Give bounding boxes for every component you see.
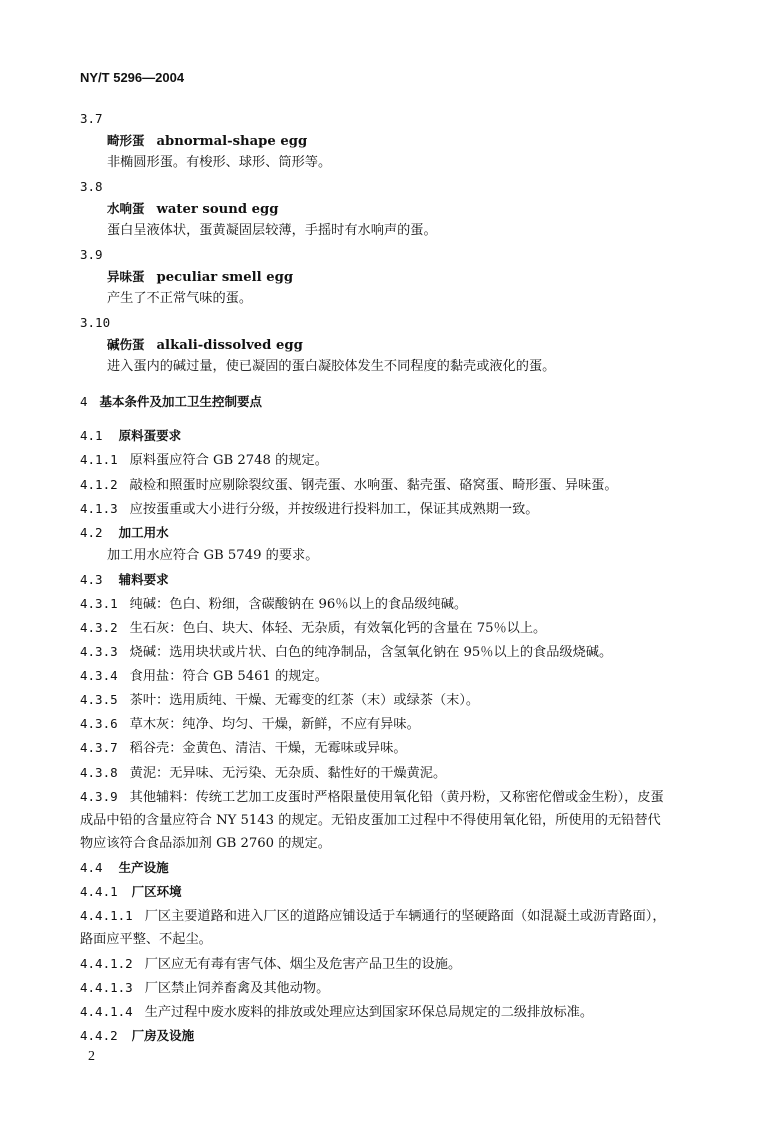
term-english: abnormal-shape egg: [156, 134, 308, 149]
standard-code: NY/T 5296—2004: [80, 70, 185, 85]
subsection-title: 原料蛋要求: [118, 428, 182, 443]
clause: [80, 667, 328, 686]
subsection-number: 4.4: [80, 860, 103, 875]
subsection-heading: [80, 524, 169, 543]
clause-text: 敲检和照蛋时应剔除裂纹蛋、钢壳蛋、水响蛋、黏壳蛋、硌窝蛋、畸形蛋、异味蛋。: [129, 478, 618, 493]
clause-number: 4.3.5: [80, 692, 118, 707]
clause-number: 4.3.3: [80, 644, 118, 659]
clause: [80, 955, 461, 974]
clause: [80, 691, 479, 710]
clause-number: 4.4.1.1: [80, 908, 133, 923]
clause-text: 厂区应无有毒有害气体、烟尘及危害产品卫生的设施。: [144, 957, 462, 972]
clause-number: 4.1.3: [80, 501, 118, 516]
clause: [80, 619, 546, 638]
clause-number: 4.3.6: [80, 716, 118, 731]
clause: [80, 979, 329, 998]
term-definition: 非椭圆形蛋。有梭形、球形、筒形等。: [107, 155, 332, 170]
clause-text: 应按蛋重或大小进行分级，并按级进行投料加工，保证其成熟期一致。: [129, 502, 539, 517]
clause-number: 4.1.1: [80, 452, 118, 467]
clause-text: 黄泥：无异味、无污染、无杂质、黏性好的干燥黄泥。: [129, 766, 447, 781]
clause-text: 物应该符合食品添加剂 GB 2760 的规定。: [80, 836, 331, 851]
clause: [80, 1003, 593, 1022]
clause-number: 4.3.7: [80, 740, 118, 755]
clause-text: 厂区主要道路和进入厂区的道路应铺设适于车辆通行的坚硬路面（如混凝土或沥青路面），: [144, 909, 666, 924]
subsection-heading: [80, 883, 182, 902]
term-name: 碱伤蛋: [107, 337, 145, 352]
subsection-number: 4.4.2: [80, 1028, 118, 1043]
term-definition: 产生了不正常气味的蛋。: [107, 291, 253, 306]
subsection-number: 4.2: [80, 525, 103, 540]
clause-text: 食用盐：符合 GB 5461 的规定。: [129, 669, 328, 684]
clause-number: 4.4.1.4: [80, 1004, 133, 1019]
subsection-heading: [80, 427, 181, 446]
clause-text: 烧碱：选用块状或片状、白色的纯净制品，含氢氧化钠在 95％以上的食品级烧碱。: [129, 645, 613, 660]
term-english: peculiar smell egg: [156, 270, 294, 285]
clause-text: 原料蛋应符合 GB 2748 的规定。: [129, 453, 328, 468]
clause-text: 加工用水应符合 GB 5749 的要求。: [107, 548, 319, 563]
subsection-title: 厂区环境: [131, 884, 182, 899]
clause: [80, 476, 618, 495]
clause: [80, 764, 446, 783]
subsection-title: 生产设施: [118, 860, 169, 875]
term-name: 畸形蛋: [107, 133, 145, 148]
section-title: 基本条件及加工卫生控制要点: [99, 394, 263, 409]
term-english: alkali-dissolved egg: [156, 338, 303, 353]
clause-text: 茶叶：选用质纯、干燥、无霉变的红茶（末）或绿茶（末）。: [129, 693, 480, 708]
clause-number: 4.4.1.3: [80, 980, 133, 995]
clause: [80, 715, 420, 734]
subsection-heading: [80, 571, 169, 590]
clause-text: 其他辅料：传统工艺加工皮蛋时严格限量使用氧化铅（黄丹粉，又称密佗僧或金生粉），皮蛋: [129, 790, 664, 805]
term-name: 水响蛋: [107, 201, 145, 216]
clause-number: 4.4.1.2: [80, 956, 133, 971]
term-heading: [107, 268, 293, 287]
subsection-title: 辅料要求: [118, 572, 169, 587]
subsection-heading: [80, 1027, 194, 1046]
clause: [80, 595, 467, 614]
clause-number: 4.3.1: [80, 596, 118, 611]
clause-text: 稻谷壳：金黄色、清洁、干燥，无霉味或异味。: [129, 741, 407, 756]
clause-text: 成品中铅的含量应符合 NY 5143 的规定。无铅皮蛋加工过程中不得使用氧化铅，所使用的无铅替代: [80, 813, 661, 828]
clause: [80, 451, 328, 470]
subsection-title: 厂房及设施: [131, 1028, 195, 1043]
clause-number: 4.1.2: [80, 477, 118, 492]
subsection-number: 4.3: [80, 572, 103, 587]
subsection-heading: [80, 859, 169, 878]
term-number: 3.10: [80, 315, 111, 330]
term-number: 3.7: [80, 111, 103, 126]
clause-text: 纯碱：色白、粉细，含碳酸钠在 96％以上的食品级纯碱。: [129, 597, 468, 612]
subsection-number: 4.4.1: [80, 884, 118, 899]
clause-number: 4.3.9: [80, 789, 118, 804]
term-heading: [107, 336, 303, 355]
clause: [80, 788, 720, 807]
clause: [80, 643, 612, 662]
page-number: 2: [88, 1049, 95, 1064]
term-number: 3.9: [80, 247, 103, 262]
term-heading: [107, 132, 307, 151]
clause: [80, 500, 538, 519]
clause: [80, 907, 666, 926]
term-number: 3.8: [80, 179, 103, 194]
term-heading: [107, 200, 278, 219]
term-definition: 蛋白呈液体状，蛋黄凝固层较薄，手摇时有水响声的蛋。: [107, 223, 437, 238]
clause-text: 生产过程中废水废料的排放或处理应达到国家环保总局规定的二级排放标准。: [144, 1005, 594, 1020]
term-english: water sound egg: [156, 202, 279, 217]
clause-text: 厂区禁止饲养畜禽及其他动物。: [144, 981, 330, 996]
section-number: 4: [80, 394, 88, 409]
term-definition: 进入蛋内的碱过量，使已凝固的蛋白凝胶体发生不同程度的黏壳或液化的蛋。: [107, 359, 556, 374]
clause-text: 生石灰：色白、块大、体轻、无杂质，有效氧化钙的含量在 75％以上。: [129, 621, 547, 636]
clause: [80, 739, 407, 758]
subsection-title: 加工用水: [118, 525, 169, 540]
clause-text: 草木灰：纯净、均匀、干燥，新鲜，不应有异味。: [129, 717, 420, 732]
section-heading: [80, 393, 262, 412]
clause-number: 4.3.8: [80, 765, 118, 780]
clause-number: 4.3.4: [80, 668, 118, 683]
clause-number: 4.3.2: [80, 620, 118, 635]
subsection-number: 4.1: [80, 428, 103, 443]
term-name: 异味蛋: [107, 269, 145, 284]
clause-text: 路面应平整、不起尘。: [80, 932, 212, 947]
